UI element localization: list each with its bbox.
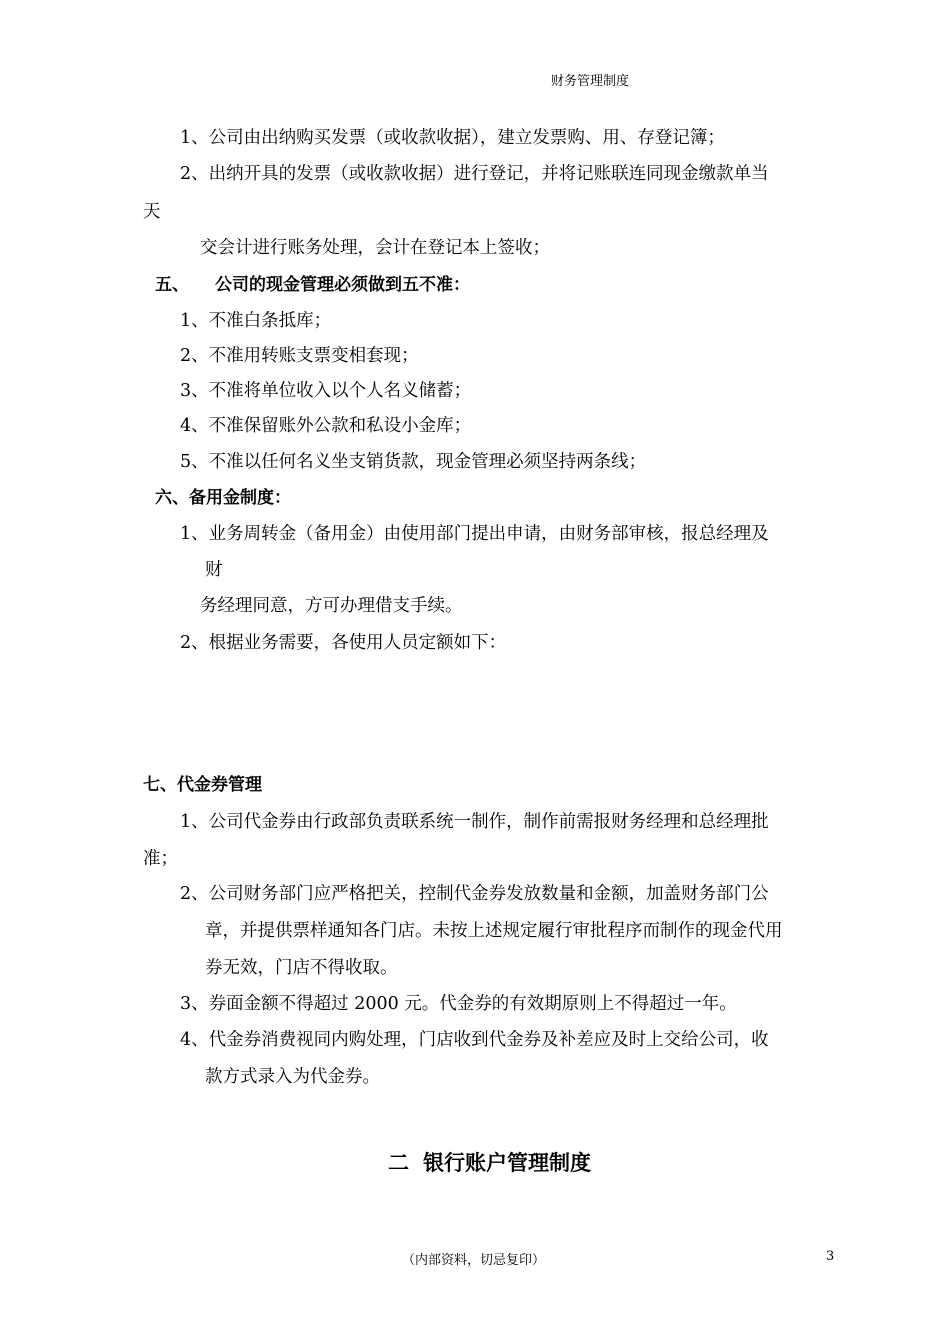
section-6-item-1-line-2: 财 <box>205 560 223 580</box>
invoice-item-2-line-2: 天 <box>143 202 161 222</box>
section-5-item-3: 3、不准将单位收入以个人名义储蓄； <box>180 381 472 401</box>
section-5-heading <box>155 277 470 294</box>
section-5-number: 五、 <box>155 275 189 295</box>
section-7-item-4-line-1: 4、代金券消费视同内购处理，门店收到代金券及补差应及时上交给公司，收 <box>180 1030 769 1050</box>
section-5-item-1: 1、不准白条抵库； <box>180 311 332 331</box>
section-7-item-1-line-1: 1、公司代金券由行政部负责联系统一制作，制作前需报财务经理和总经理批 <box>180 812 769 832</box>
section-5-item-4: 4、不准保留账外公款和私设小金库； <box>180 416 472 436</box>
section-6-item-2: 2、根据业务需要，各使用人员定额如下： <box>180 633 507 653</box>
section-7-item-2-line-1: 2、公司财务部门应严格把关，控制代金券发放数量和金额，加盖财务部门公 <box>180 884 769 904</box>
chapter-name: 银行账户管理制度 <box>423 1151 591 1175</box>
section-7-heading: 七、代金券管理 <box>143 775 262 795</box>
page-number: 3 <box>826 1249 835 1264</box>
section-7-item-4-line-2: 款方式录入为代金券。 <box>205 1067 380 1087</box>
invoice-item-2-line-1: 2、出纳开具的发票（或收款收据）进行登记，并将记账联连同现金缴款单当 <box>180 164 769 184</box>
invoice-item-2-line-3: 交会计进行账务处理，会计在登记本上签收； <box>200 238 550 258</box>
invoice-item-1: 1、公司由出纳购买发票（或收款收据），建立发票购、用、存登记簿； <box>180 128 725 148</box>
chapter-title <box>388 1153 591 1174</box>
section-5-item-2: 2、不准用转账支票变相套现； <box>180 346 419 366</box>
section-7-item-2-line-3: 券无效，门店不得收取。 <box>205 958 398 978</box>
section-7-item-3: 3、券面金额不得超过 2000 元。代金券的有效期原则上不得超过一年。 <box>180 994 737 1014</box>
section-6-item-1-line-1: 1、业务周转金（备用金）由使用部门提出申请，由财务部审核，报总经理及 <box>180 524 769 544</box>
section-6-heading: 六、备用金制度： <box>155 488 291 508</box>
footer-note: （内部资料，切忌复印） <box>402 1253 546 1268</box>
section-7-item-2-line-2: 章，并提供票样通知各门店。未按上述规定履行审批程序而制作的现金代用 <box>205 921 783 941</box>
section-5-title: 公司的现金管理必须做到五不准： <box>215 275 470 295</box>
chapter-number: 二 <box>388 1151 409 1175</box>
section-6-item-1-line-3: 务经理同意，方可办理借支手续。 <box>200 596 463 616</box>
section-7-item-1-line-2: 准； <box>143 849 178 869</box>
page-header: 财务管理制度 <box>551 74 630 89</box>
section-5-item-5: 5、不准以任何名义坐支销货款，现金管理必须坚持两条线； <box>180 452 647 472</box>
